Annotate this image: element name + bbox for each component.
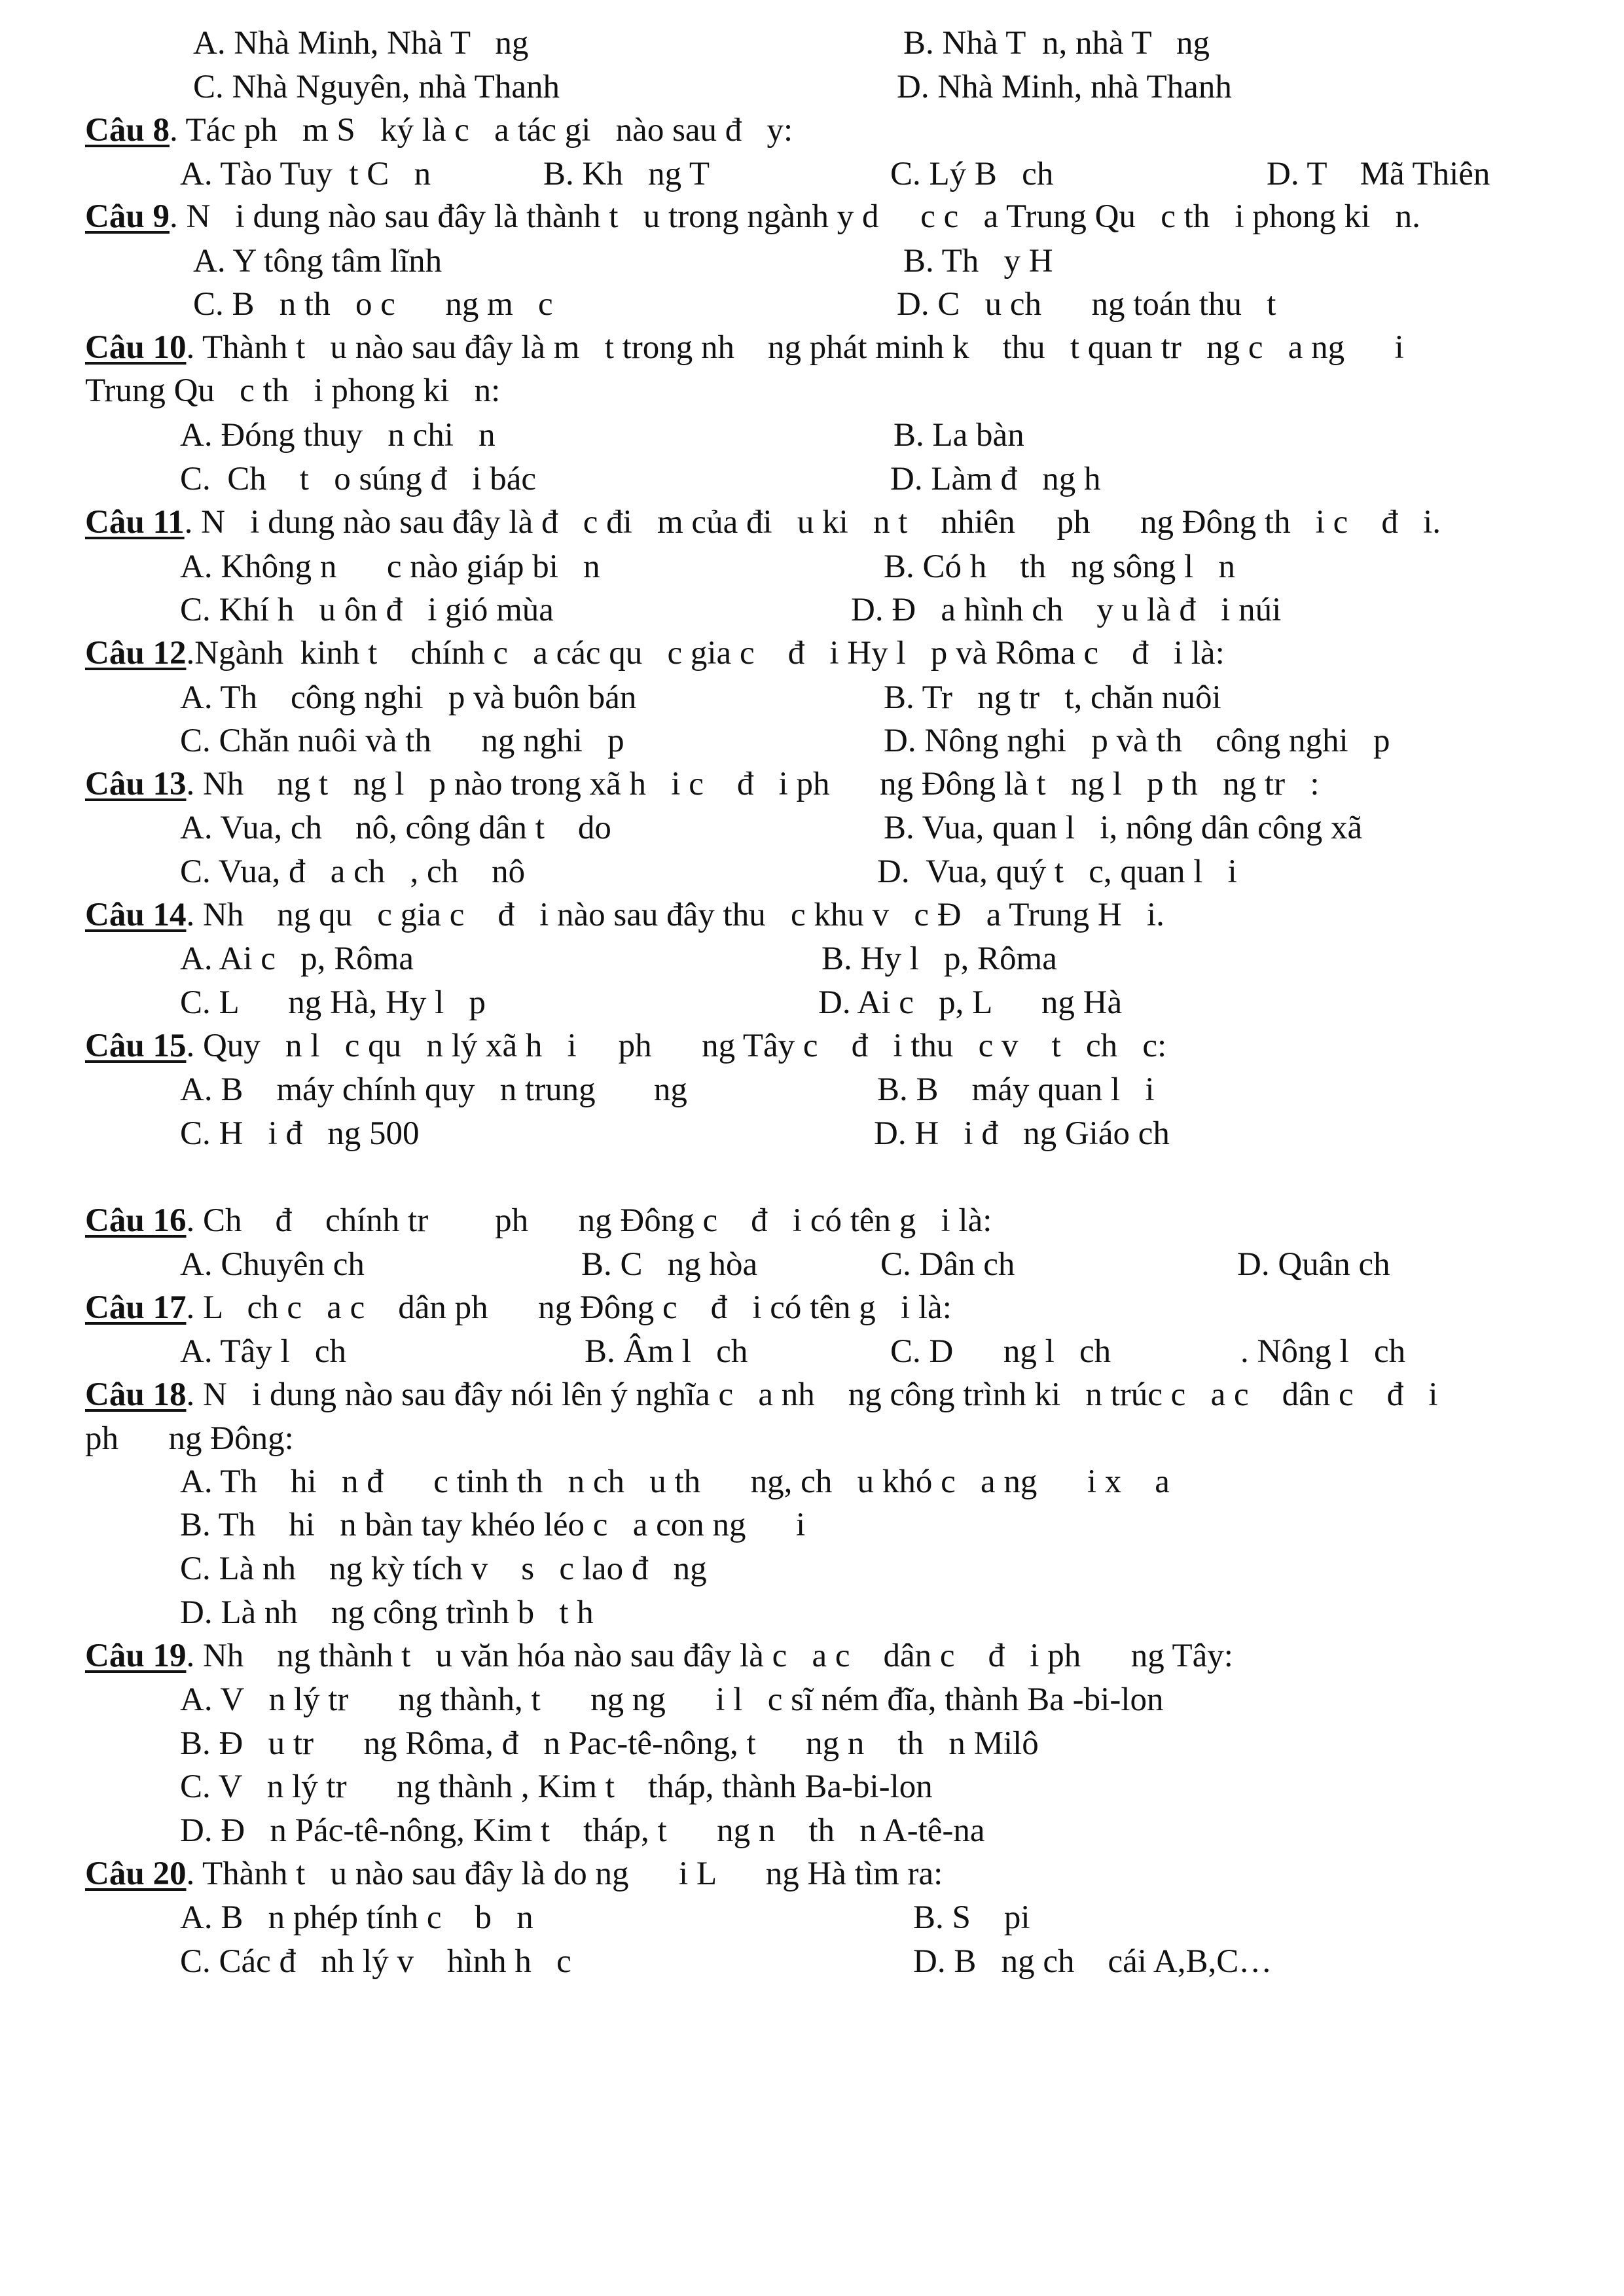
answer-option: C. Dân ch (880, 1246, 1015, 1283)
answer-option: D. Làm đ ng h (890, 461, 1101, 497)
question-number: Câu 14 (85, 897, 187, 933)
question-line (85, 328, 1404, 367)
answer-option: B. Th y H (903, 243, 1053, 279)
answer-option: D. Vua, quý t c, quan l i (877, 853, 1237, 890)
question-line (85, 1026, 1166, 1066)
answer-option: A. Nhà Minh, Nhà T ng (193, 25, 529, 62)
answer-option: C. L ng Hà, Hy l p (180, 984, 486, 1021)
answer-option: A. Tào Tuy t C n (180, 156, 431, 192)
question-text: . Tác ph m S ký là c a tác gi nào sau đ y: (169, 112, 793, 149)
answer-option: D. Nông nghi p và th công nghi p (884, 723, 1390, 759)
question-text: . N i dung nào sau đây là thành t u trong ngành y d c c a Trung Qu c th i phong ki n. (169, 198, 1420, 235)
question-line (85, 1636, 1233, 1676)
question-line (85, 634, 1225, 673)
question-text: . Nh ng qu c gia c đ i nào sau đây thu c khu v c Đ a Trung H i. (186, 897, 1164, 933)
question-text: . Nh ng thành t u văn hóa nào sau đây là c a c dân c đ i ph ng Tây: (186, 1638, 1233, 1674)
answer-option: D. C u ch ng toán thu t (897, 286, 1276, 323)
answer-option: A. Vua, ch nô, công dân t do (180, 810, 611, 846)
question-text: . Thành t u nào sau đây là m t trong nh ng phát minh k thu t quan tr ng c a ng i (186, 329, 1404, 366)
question-number: Câu 16 (85, 1202, 187, 1239)
answer-option: A. Chuyên ch (180, 1246, 365, 1283)
answer-option: A. Đóng thuy n chi n (180, 417, 496, 454)
answer-option: A. Không n c nào giáp bi n (180, 548, 600, 585)
question-text-continued: Trung Qu c th i phong ki n: (85, 372, 501, 409)
question-text: . Thành t u nào sau đây là do ng i L ng Hà tìm ra: (186, 1856, 943, 1892)
answer-option: D. Đ n Pác-tê-nông, Kim t tháp, t ng n th n A-tê-na (180, 1812, 985, 1849)
question-line (85, 1854, 943, 1893)
answer-option: A. V n lý tr ng thành, t ng ng i l c sĩ ném đĩa, thành Ba -bi-lon (180, 1681, 1164, 1718)
question-number: Câu 18 (85, 1376, 187, 1413)
answer-option: C. D ng l ch (890, 1333, 1111, 1370)
answer-option: C. Chăn nuôi và th ng nghi p (180, 723, 624, 759)
answer-option: D. Nhà Minh, nhà Thanh (897, 69, 1232, 105)
answer-option: C. Lý B ch (890, 156, 1054, 192)
question-line (85, 1375, 1438, 1414)
answer-option: D. Là nh ng công trình b t h (180, 1594, 594, 1631)
answer-option: B. Hy l p, Rôma (821, 941, 1057, 977)
question-line (85, 1288, 952, 1327)
answer-option: C. Vua, đ a ch , ch nô (180, 853, 526, 890)
answer-option: B. Kh ng T (543, 156, 710, 192)
question-text: . L ch c a c dân ph ng Đông c đ i có tên g i là: (186, 1289, 952, 1326)
question-number: Câu 15 (85, 1028, 187, 1064)
answer-option: D. Quân ch (1237, 1246, 1390, 1283)
answer-option: . Nông l ch (1240, 1333, 1406, 1370)
answer-option: A. Tây l ch (180, 1333, 347, 1370)
answer-option: B. C ng hòa (581, 1246, 758, 1283)
answer-option: C. Các đ nh lý v hình h c (180, 1943, 571, 1980)
answer-option: A. Y tông tâm lĩnh (193, 243, 442, 279)
answer-option: D. Đ a hình ch y u là đ i núi (851, 592, 1282, 628)
answer-option: C. H i đ ng 500 (180, 1115, 420, 1152)
question-text: . Nh ng t ng l p nào trong xã h i c đ i ph ng Đông là t ng l p th ng tr : (186, 766, 1320, 802)
question-number: Câu 10 (85, 329, 187, 366)
answer-option: A. Ai c p, Rôma (180, 941, 414, 977)
question-line (85, 503, 1441, 542)
question-number: Câu 9 (85, 198, 170, 235)
answer-option: C. Khí h u ôn đ i gió mùa (180, 592, 554, 628)
question-number: Câu 8 (85, 112, 170, 149)
question-number: Câu 19 (85, 1638, 187, 1674)
answer-option: C. Ch t o súng đ i bác (180, 461, 536, 497)
answer-option: D. Ai c p, L ng Hà (818, 984, 1123, 1021)
question-text: . N i dung nào sau đây là đ c đi m của đi u ki n t nhiên ph ng Đông th i c đ i. (184, 504, 1441, 541)
answer-option: A. B n phép tính c b n (180, 1899, 533, 1936)
answer-option: B. Vua, quan l i, nông dân công xã (884, 810, 1363, 846)
question-number: Câu 12 (85, 635, 187, 672)
answer-option: A. B máy chính quy n trung ng (180, 1071, 687, 1108)
answer-option: B. Có h th ng sông l n (884, 548, 1235, 585)
answer-option: B. Tr ng tr t, chăn nuôi (884, 679, 1221, 716)
answer-option: D. B ng ch cái A,B,C… (913, 1943, 1272, 1980)
answer-option: C. V n lý tr ng thành , Kim t tháp, thành Ba-bi-lon (180, 1768, 933, 1805)
question-text: . Ch đ chính tr ph ng Đông c đ i có tên g i là: (186, 1202, 992, 1239)
question-number: Câu 20 (85, 1856, 187, 1892)
question-line (85, 895, 1164, 935)
answer-option: C. Nhà Nguyên, nhà Thanh (193, 69, 560, 105)
answer-option: C. B n th o c ng m c (193, 286, 553, 323)
question-text: . Quy n l c qu n lý xã h i ph ng Tây c đ i thu c v t ch c: (186, 1028, 1167, 1064)
answer-option: B. Âm l ch (585, 1333, 748, 1370)
answer-option: A. Th hi n đ c tinh th n ch u th ng, ch u khó c a ng i x a (180, 1463, 1170, 1500)
answer-option: B. Th hi n bàn tay khéo léo c a con ng i (180, 1507, 806, 1543)
answer-option: B. La bàn (893, 417, 1024, 454)
answer-option: A. Th công nghi p và buôn bán (180, 679, 637, 716)
answer-option: D. T Mã Thiên (1267, 156, 1490, 192)
question-text: . N i dung nào sau đây nói lên ý nghĩa c a nh ng công trình ki n trúc c a c dân c đ i (186, 1376, 1438, 1413)
question-text: .Ngành kinh t chính c a các qu c gia c đ i Hy l p và Rôma c đ i là: (186, 635, 1225, 672)
answer-option: B. B máy quan l i (877, 1071, 1155, 1108)
answer-option: C. Là nh ng kỳ tích v s c lao đ ng (180, 1551, 707, 1587)
question-line (85, 111, 793, 150)
question-number: Câu 11 (85, 504, 185, 541)
question-line (85, 1201, 992, 1240)
question-line (85, 197, 1420, 236)
question-line (85, 764, 1320, 804)
question-text-continued: ph ng Đông: (85, 1420, 294, 1457)
question-number: Câu 17 (85, 1289, 187, 1326)
answer-option: D. H i đ ng Giáo ch (874, 1115, 1170, 1152)
answer-option: B. Đ u tr ng Rôma, đ n Pac-tê-nông, t ng n th n Milô (180, 1725, 1039, 1762)
answer-option: B. Nhà T n, nhà T ng (903, 25, 1210, 62)
answer-option: B. S pi (913, 1899, 1030, 1936)
question-number: Câu 13 (85, 766, 187, 802)
